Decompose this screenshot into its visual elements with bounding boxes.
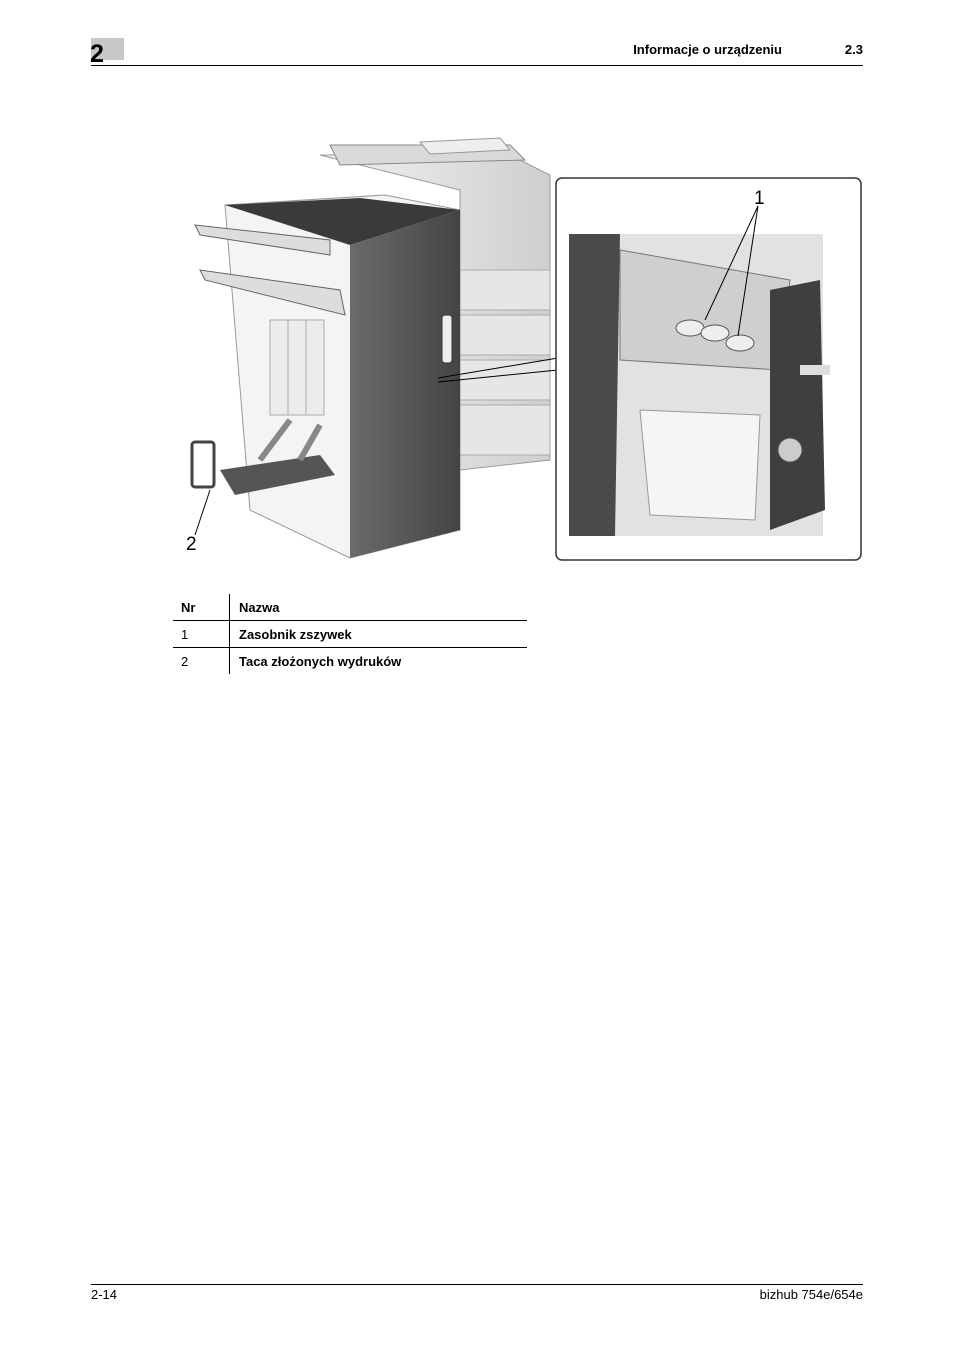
row-nr: 2 [181, 653, 189, 669]
chapter-number: 2 [90, 40, 104, 68]
column-header-name: Nazwa [230, 594, 528, 621]
callout-1-label: 1 [754, 188, 765, 209]
page-number: 2-14 [91, 1287, 118, 1302]
header-section-number: 2.3 [844, 42, 863, 57]
row-name: Taca złożonych wydruków [230, 648, 528, 675]
table-row [173, 648, 527, 675]
row-nr: 1 [173, 621, 230, 648]
header-rule [91, 65, 863, 66]
parts-table [173, 594, 527, 674]
product-name: bizhub 754e/654e [759, 1287, 863, 1302]
finisher-unit [192, 195, 460, 558]
inset-detail [556, 178, 861, 560]
machine-illustration [180, 130, 870, 570]
callout-2-label: 2 [186, 534, 197, 555]
row-name: Zasobnik zszywek [230, 621, 528, 648]
header-title: Informacje o urządzeniu [633, 42, 782, 57]
footer-rule [91, 1284, 863, 1285]
table-row [173, 621, 527, 648]
finisher-diagram [180, 130, 870, 570]
column-header-nr: Nr [173, 594, 230, 621]
table-header-row [173, 594, 527, 621]
